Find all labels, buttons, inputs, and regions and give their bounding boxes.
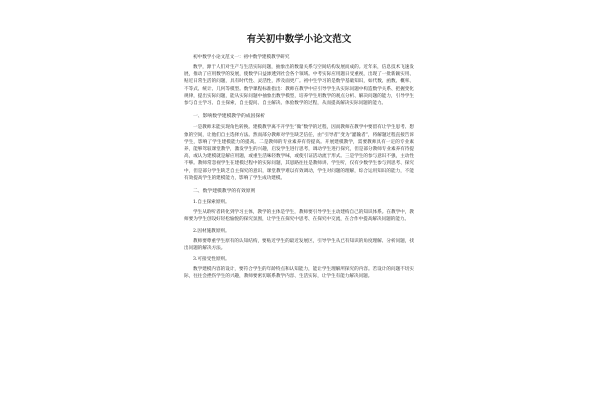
item1-paragraph: 学生从聆听者转化到学习主体，教学的主体是学生，教师要引导学生主动建构自己的知识体系。在教学中，教师要为学生创设好轻松愉悦的探究氛围，让学生在探究中思考、在探究中交流，在合作中提高解决问题的能力。 xyxy=(184,210,414,223)
item3-title: 3.可接受性原则。 xyxy=(193,257,230,263)
item3-paragraph: 数学建模内容的设计，要符合学生的年龄特点和认知能力，能让学生理解所探究的内容。若设计的问题不切实际，往往会挫伤学生的兴趣，教师要密切联系教学内容、生活实际，让学生有能力解决问题。 xyxy=(184,267,414,280)
item1-title: 1.自主探索原则。 xyxy=(193,200,230,206)
section2-heading: 二、数学建模教学的有效原则 xyxy=(193,189,256,195)
item2-paragraph: 教师要尊重学生原有的认知结构，要贴近学生的最近发展区，引导学生从已有知识的角度理解、分析问题，找出问题的解决方法。 xyxy=(184,238,414,251)
document-body xyxy=(184,34,414,284)
section1-heading: 一、影响数学建模教学的成因探析 xyxy=(193,114,265,120)
section1-paragraph: 一是教师未能实现角色转换。建模教学离不开学生“做”数学的过程，因而教师在教学中要留有让学生思考、想象的空间，让他们自主选择方法。然而部分教师对学生缺乏信任，由“引导者”变为“灌输者”，将解题过程直接告诉学生，影响了学生建模能力的提高。二是教师的专业素养有待提高。开展建模教学，需要教师具有一定的专业素养，能够驾驭课堂教学，激发学生的兴趣，启发学生进行思考，调动学生进行探究，但是部分教师专业素养有待提高，或认为建模就是解应用题，或重生活味轻数学味，或使引证活动流于形式。三是学生的参与意识不强，主动性不够。教师常忽视学生在建模过程中的实际问题，其思路往往是教师讲、学生听，仅有少数学生参与到思考、探究中，但是部分学生缺乏自主探究的意识，课堂教学难以有效调动，学生对问题的理解，综合运用知识的能力，不能有效提高学生的建模能力，影响了学生成功建模。 xyxy=(184,125,414,181)
item2-title: 2.因材施教原则。 xyxy=(193,228,230,234)
intro-paragraph: 数学，源于人们对生产与生活实际问题，抽象出的数量关系与空间结构发展而成的。近年来，信息技术飞速发展，推动了应用数学的发展，使数学日益渗透到社会各个领域。中考实际应用题日受重视，出现了一批新颖实用、贴近日常生活的问题，具有时代性、灵活性，涉及面更广。初中生学习的是数学基础知识，如代数、函数、概率、不等式、统计、几何等模型。数学课程标准指出：教师在教学中应引导学生从实际问题中构造数学关系、把握变化规律，提出实际问题，能从实际问题中抽象出数学模型，培养学生用数学的观点分析、解决问题的能力，引导学生参与自主学习、自主探索，自主提问、自主解决、体验数学的过程，从而提高解决实际问题的能力。 xyxy=(184,65,414,107)
document-subtitle: 初中数学小论文范文一：初中数学建模教学研究 xyxy=(193,55,290,60)
document-title: 有关初中数学小论文范文 xyxy=(246,34,352,45)
